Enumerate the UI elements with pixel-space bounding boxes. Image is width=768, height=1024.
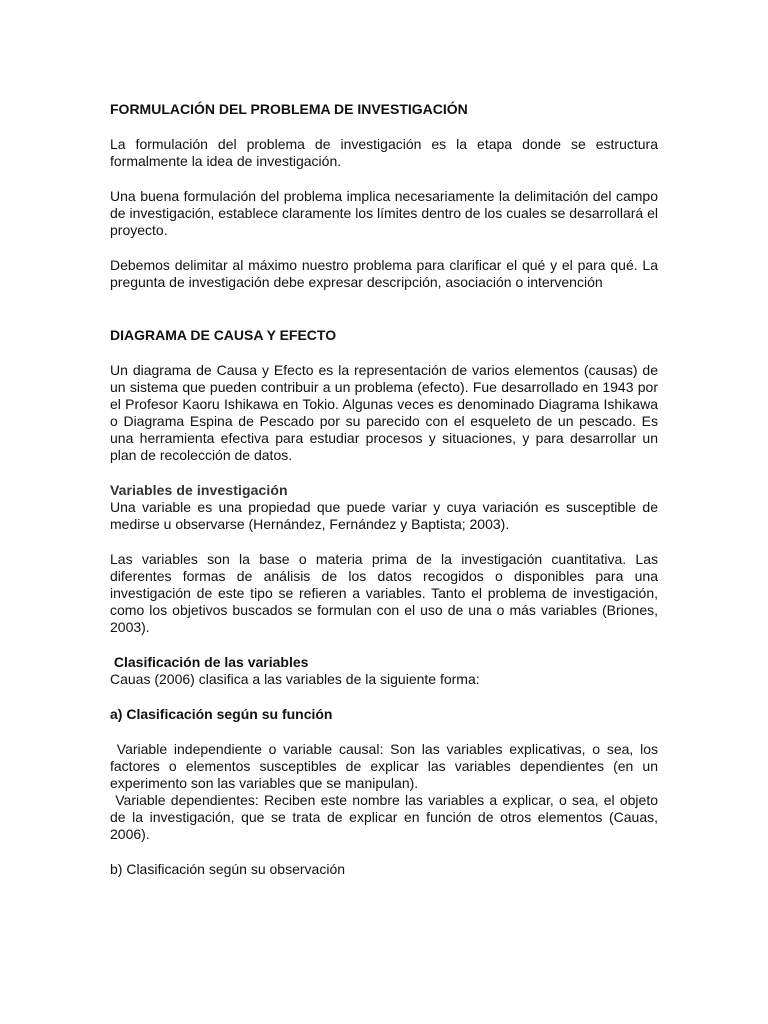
paragraph-cauas-clasifica: Cauas (2006) clasifica a las variables de la siguiente forma: [110, 671, 480, 687]
section-heading-segun-funcion: a) Clasificación según su función [110, 706, 333, 722]
section-heading-diagrama: DIAGRAMA DE CAUSA Y EFECTO [110, 327, 337, 343]
paragraph-buena-formulacion: Una buena formulación del problema implica necesariamente la delimitación del campo de investigación, establece claramente los límites dentro de los cuales se desarrollará el proyecto. [110, 188, 658, 238]
paragraph-formulacion-definicion: La formulación del problema de investigación es la etapa donde se estructura formalmente la idea de investigación. [110, 136, 658, 169]
section-heading-clasificacion: Clasificación de las variables [113, 654, 309, 670]
section-heading-formulacion: FORMULACIÓN DEL PROBLEMA DE INVESTIGACIÓN [110, 101, 468, 117]
paragraph-diagrama-causa-efecto: Un diagrama de Causa y Efecto es la representación de varios elementos (causas) de un sistema que pueden contribuir a un problema (efecto). Fue desarrollado en 1943 por el Profesor Kaoru Ishikawa en Tokio. Algunas veces es denominado Diagrama Ishikawa o Diagrama Espina de Pescado por su parecido con el esqueleto de un pescado. Es una herramienta efectiva para estudiar procesos y situaciones, y para desarrollar un plan de recolección de datos. [110, 362, 658, 463]
paragraph-variables-base: Las variables son la base o materia prima de la investigación cuantitativa. Las diferentes formas de análisis de los datos recogidos o disponibles para una investigación de este tipo se refieren a variables. Tanto el problema de investigación, como los objetivos buscados se formulan con el uso de una o más variables (Briones, 2003). [110, 551, 658, 635]
paragraph-segun-observacion: b) Clasificación según su observación [110, 861, 346, 877]
paragraph-variable-definicion: Una variable es una propiedad que puede variar y cuya variación es susceptible de medirse u observarse (Hernández, Fernández y Baptista; 2003). [110, 499, 658, 532]
document-body [110, 101, 658, 878]
paragraph-variable-dependiente: Variable dependientes: Reciben este nombre las variables a explicar, o sea, el objeto de la investigación, que se trata de explicar en función de otros elementos (Cauas, 2006). [110, 792, 659, 842]
subheading-variables-investigacion: Variables de investigación [110, 482, 288, 498]
paragraph-variable-independiente: Variable independiente o variable causal: Son las variables explicativas, o sea, los factores o elementos susceptibles de explicar las variables dependientes (en un experimento son las variables que se manipulan). [110, 741, 658, 791]
paragraph-delimitar-problema: Debemos delimitar al máximo nuestro problema para clarificar el qué y el para qué. La pregunta de investigación debe expresar descripción, asociación o intervención [110, 257, 658, 290]
